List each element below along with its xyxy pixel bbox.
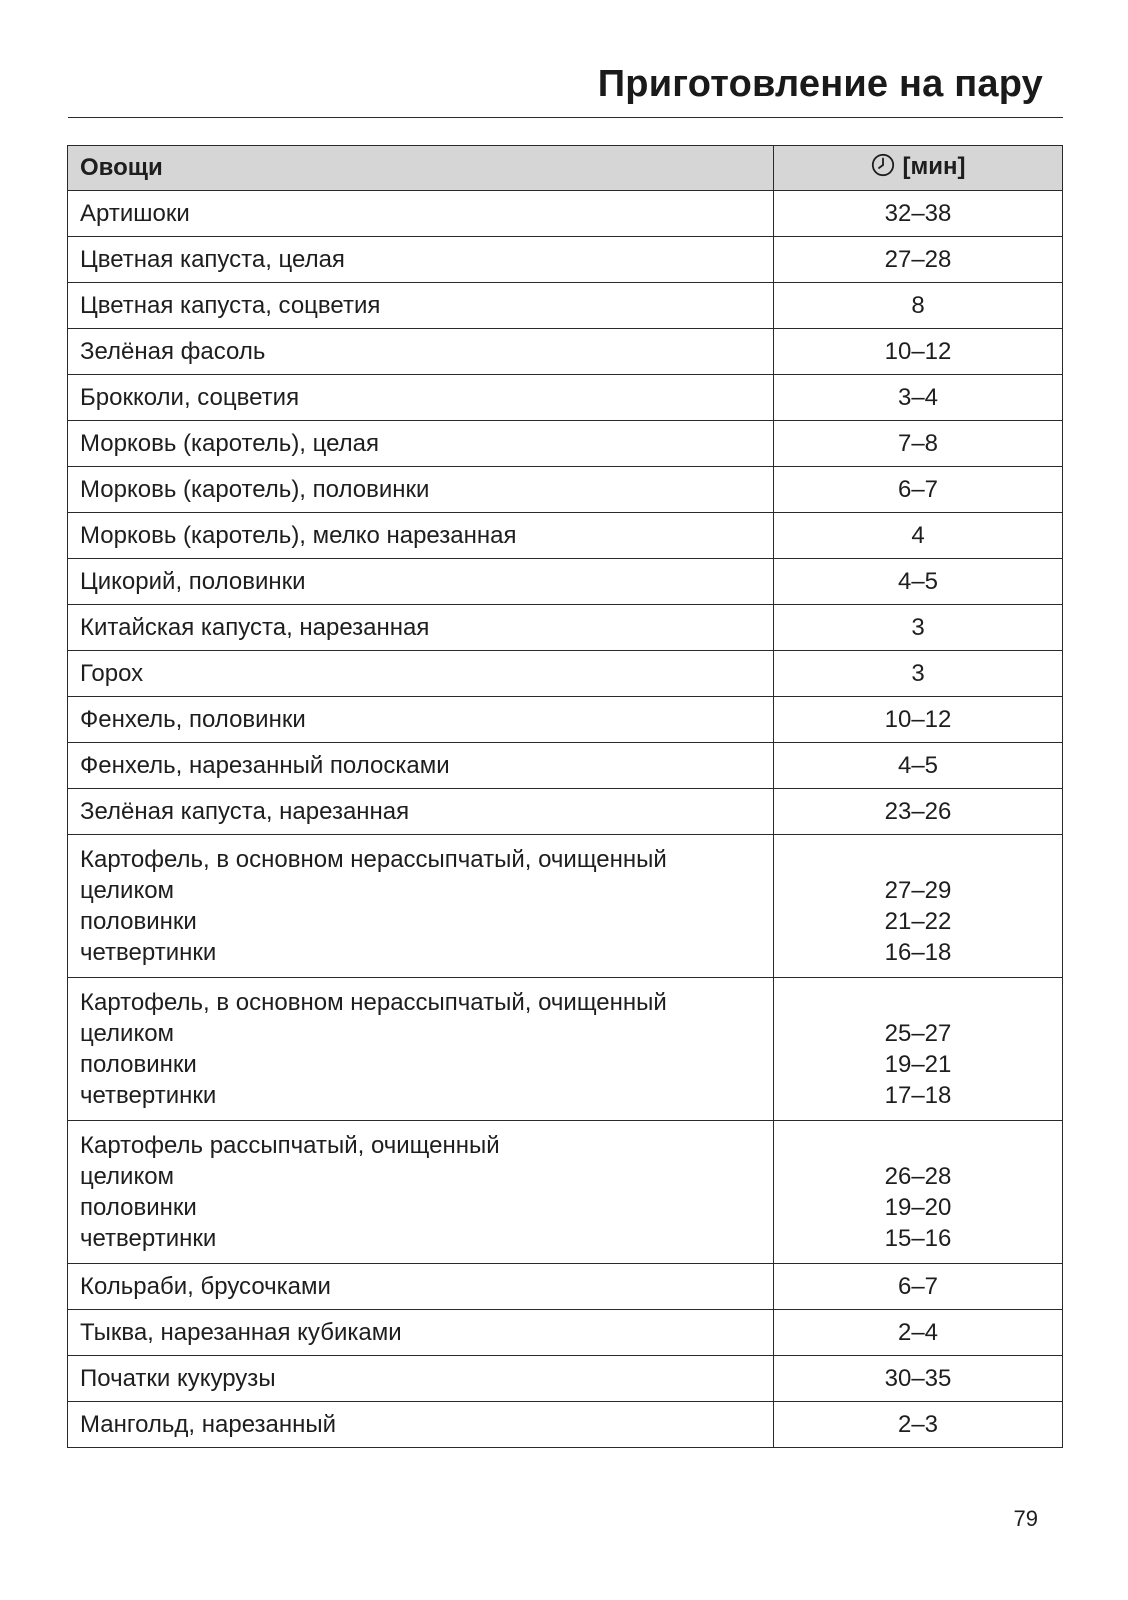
vegetable-cell: Початки кукурузы: [68, 1356, 774, 1402]
vegetable-cut-label: половинки: [80, 1194, 197, 1221]
page-title: Приготовление на пару: [597, 63, 1043, 105]
time-spacer: [784, 844, 1052, 875]
page-number: 79: [1013, 1506, 1038, 1531]
time-cell: 4: [774, 513, 1063, 559]
vegetable-cell: Фенхель, половинки: [68, 697, 774, 743]
time-value: 19–21: [884, 1051, 952, 1078]
table-row: [68, 743, 1063, 789]
vegetable-group-heading: Картофель рассыпчатый, очищенный: [80, 1132, 500, 1159]
vegetable-cell: Кольраби, брусочками: [68, 1264, 774, 1310]
table-row: [68, 651, 1063, 697]
vegetable-cell: Фенхель, нарезанный полосками: [68, 743, 774, 789]
vegetable-cell: Зелёная капуста, нарезанная: [68, 789, 774, 835]
table-row: [68, 375, 1063, 421]
vegetable-cell: Цикорий, половинки: [68, 559, 774, 605]
time-cell: 10–12: [774, 697, 1063, 743]
time-cell: [774, 1121, 1063, 1264]
vegetable-cut-label: половинки: [80, 908, 197, 935]
time-value: 15–16: [884, 1225, 952, 1252]
table-row: [68, 467, 1063, 513]
time-cell: 6–7: [774, 467, 1063, 513]
clock-icon: [871, 153, 895, 184]
table-row: [68, 329, 1063, 375]
time-cell: 4–5: [774, 559, 1063, 605]
column-header-time-label: [мин]: [902, 152, 966, 180]
vegetable-cut-label: четвертинки: [80, 1225, 217, 1252]
time-cell: 23–26: [774, 789, 1063, 835]
time-value: 27–29: [884, 877, 952, 904]
time-cell: 4–5: [774, 743, 1063, 789]
title-divider: [68, 117, 1063, 118]
time-value: 21–22: [884, 908, 952, 935]
vegetable-cell: Цветная капуста, соцветия: [68, 283, 774, 329]
table-body: [68, 191, 1063, 1448]
time-value: 19–20: [884, 1194, 952, 1221]
table-row: [68, 605, 1063, 651]
time-value: 25–27: [884, 1020, 952, 1047]
vegetable-cell: Горох: [68, 651, 774, 697]
table-row: [68, 789, 1063, 835]
table-row: [68, 1310, 1063, 1356]
vegetable-cut-label: целиком: [80, 1020, 175, 1047]
vegetable-cell: Мангольд, нарезанный: [68, 1402, 774, 1448]
time-cell: [774, 835, 1063, 978]
time-value: 16–18: [884, 939, 952, 966]
table-row: [68, 978, 1063, 1121]
time-cell: 2–4: [774, 1310, 1063, 1356]
vegetable-cut-label: четвертинки: [80, 939, 217, 966]
table-row: [68, 421, 1063, 467]
vegetable-cell: Китайская капуста, нарезанная: [68, 605, 774, 651]
table-row: [68, 559, 1063, 605]
column-header-vegetables: Овощи: [68, 146, 774, 191]
vegetable-cell: Морковь (каротель), половинки: [68, 467, 774, 513]
vegetable-cut-label: целиком: [80, 1163, 175, 1190]
time-value: 17–18: [884, 1082, 952, 1109]
vegetable-group-heading: Картофель, в основном нерассыпчатый, очищенный: [80, 846, 667, 873]
vegetable-group-heading: Картофель, в основном нерассыпчатый, очищенный: [80, 989, 667, 1016]
vegetable-cut-label: половинки: [80, 1051, 197, 1078]
time-cell: [774, 978, 1063, 1121]
time-spacer: [784, 1130, 1052, 1161]
vegetable-cell: Брокколи, соцветия: [68, 375, 774, 421]
time-cell: 3–4: [774, 375, 1063, 421]
vegetable-cell: Тыква, нарезанная кубиками: [68, 1310, 774, 1356]
vegetable-cell: Артишоки: [68, 191, 774, 237]
time-cell: 10–12: [774, 329, 1063, 375]
vegetable-cell: Зелёная фасоль: [68, 329, 774, 375]
vegetable-cut-label: целиком: [80, 877, 175, 904]
vegetable-cell: [68, 835, 774, 978]
time-cell: 30–35: [774, 1356, 1063, 1402]
vegetable-cell: [68, 1121, 774, 1264]
table-row: [68, 191, 1063, 237]
table-row: [68, 513, 1063, 559]
table-row: [68, 237, 1063, 283]
time-cell: 3: [774, 651, 1063, 697]
table-row: [68, 1264, 1063, 1310]
vegetable-cell: Морковь (каротель), целая: [68, 421, 774, 467]
table-header-row: [68, 146, 1063, 191]
time-spacer: [784, 987, 1052, 1018]
column-header-time: [774, 146, 1063, 191]
table-row: [68, 1356, 1063, 1402]
time-cell: 2–3: [774, 1402, 1063, 1448]
vegetable-cell: [68, 978, 774, 1121]
time-cell: 3: [774, 605, 1063, 651]
time-value: 26–28: [884, 1163, 952, 1190]
time-cell: 8: [774, 283, 1063, 329]
time-cell: 6–7: [774, 1264, 1063, 1310]
time-cell: 7–8: [774, 421, 1063, 467]
table-row: [68, 835, 1063, 978]
time-cell: 27–28: [774, 237, 1063, 283]
vegetable-cut-label: четвертинки: [80, 1082, 217, 1109]
table-row: [68, 697, 1063, 743]
vegetable-cell: Цветная капуста, целая: [68, 237, 774, 283]
table-row: [68, 1121, 1063, 1264]
table-row: [68, 283, 1063, 329]
time-cell: 32–38: [774, 191, 1063, 237]
cooking-times-table: [67, 145, 1063, 1448]
vegetable-cell: Морковь (каротель), мелко нарезанная: [68, 513, 774, 559]
table-row: [68, 1402, 1063, 1448]
